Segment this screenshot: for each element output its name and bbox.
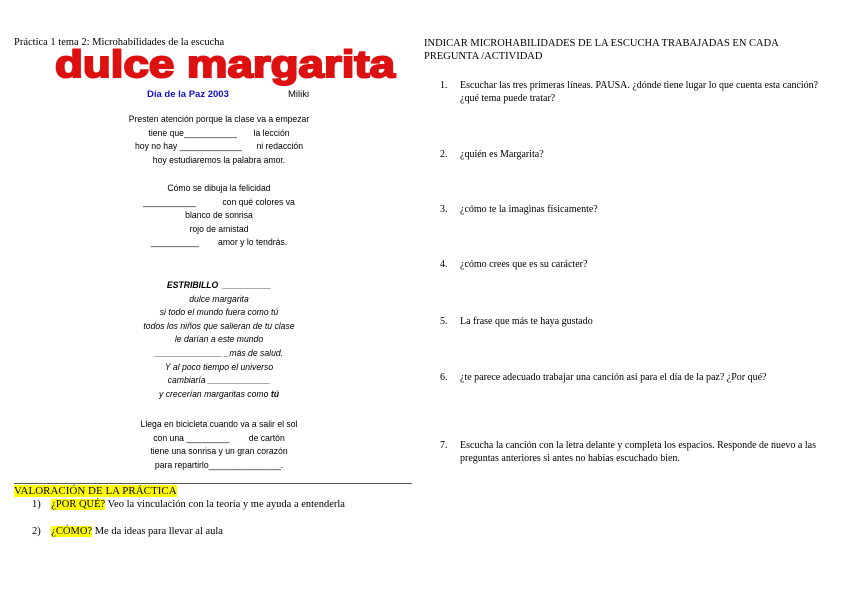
valoracion-title-text: VALORACIÓN DE LA PRÁCTICA [14,485,177,497]
lyric-line: Presten atención porque la clase va a empezar [128,114,310,125]
lyric-line: le darían a este mundo [174,334,264,346]
artist-label: Miliki [288,89,310,100]
question-number: 4. [440,259,448,270]
lyric-line: si todo el mundo fuera como tú [159,307,279,319]
valoracion-title [14,485,177,497]
question-item [440,371,832,384]
section-divider [14,483,412,484]
lyric-line: tiene una sonrisa y un gran corazón [150,446,288,458]
valoracion-question: ¿POR QUÉ? [51,499,106,510]
question-item [440,203,832,216]
question-text: La frase que más te haya gustado [460,316,593,327]
song-title-wordart [50,47,400,87]
lyric-line: ___________ con qué colores va [143,196,295,208]
question-item [440,148,832,161]
question-item [440,315,832,328]
lyric-line: tiene que___________ la lección [148,127,290,139]
valoracion-answer: Veo la vinculación con la teoría y me ayuda a entenderla [105,499,345,510]
question-text: ¿te parece adecuado trabajar una canción así para el día de la paz? ¿Por qué? [460,372,767,383]
valoracion-answer: Me da ideas para llevar al aula [92,526,223,537]
chorus-heading [35,279,404,293]
lyric-line-text: y crecerían margaritas como [159,388,271,400]
question-number: 7. [440,440,448,451]
question-number: 5. [440,316,448,327]
lyrics-stanza-1 [35,113,404,167]
lyric-line: todos los niños que salieran de tu clase [143,320,295,332]
question-item [440,258,832,271]
lyric-line: dulce margarita [189,293,249,305]
song-title-text: dulce margarita [55,47,397,86]
question-item [440,439,832,465]
lyric-line: Cómo se dibuja la felicidad [167,183,271,194]
practice-heading: Práctica 1 tema 2: Microhabilidades de la escucha [14,37,225,48]
lyric-line: hoy no hay _____________ ni redacción [134,141,304,153]
lyric-line: hoy estudiaremos la palabra amor. [152,154,286,166]
valoracion-item [32,499,345,510]
valoracion-question: ¿CÓMO? [51,526,93,537]
question-number: 2. [440,149,448,160]
lyric-line: con una _________ de cartón [153,432,285,444]
question-text: ¿cómo te la imaginas físicamente? [460,204,598,215]
question-text: ¿cómo crees que es su carácter? [460,259,588,270]
lyrics-stanza-3 [35,418,404,472]
valoracion-item-number: 1) [32,499,41,510]
lyric-line: cambiaría _____________ [167,375,271,387]
lyric-line: Y al poco tiempo el universo [164,361,274,373]
lyric-line: rojo de amistad [189,223,249,235]
occasion-label: Día de la Paz 2003 [147,89,229,100]
lyric-line: Llega en bicicleta cuando va a salir el sol [140,419,298,430]
activities-heading: INDICAR MICROHABILIDADES DE LA ESCUCHA TRABAJADAS EN CADA PREGUNTA /ACTIVIDAD [424,38,779,62]
lyric-line: para repartirlo_______________. [154,459,284,471]
question-item [440,79,832,105]
question-text: Escuchar las tres primeras líneas. PAUSA. ¿dónde tiene lugar lo que cuenta esta canción? ¿qué tema puede tratar? [460,80,819,104]
question-text: Escucha la canción con la letra delante y completa los espacios. Responde de nuevo a las preguntas anteriores si antes no habías escuchado bien. [460,440,816,464]
question-number: 3. [440,204,448,215]
valoracion-item [32,526,223,537]
chorus-title: ESTRIBILLO [166,280,219,291]
valoracion-item-number: 2) [32,526,41,537]
lyric-bold-word: tú [270,388,279,400]
question-number: 6. [440,372,448,383]
lyrics-stanza-2 [35,182,404,250]
question-number: 1. [440,80,448,91]
lyric-line: blanco de sonrisa [185,210,253,222]
question-text: ¿quién es Margarita? [460,149,544,160]
lyric-line: __________ amor y lo tendrás. [150,237,288,249]
lyric-line: ______________ _más de salud. [154,347,284,359]
chorus-title-blank: __________ [218,280,272,291]
lyric-line [35,388,404,402]
lyrics-chorus [35,279,404,401]
